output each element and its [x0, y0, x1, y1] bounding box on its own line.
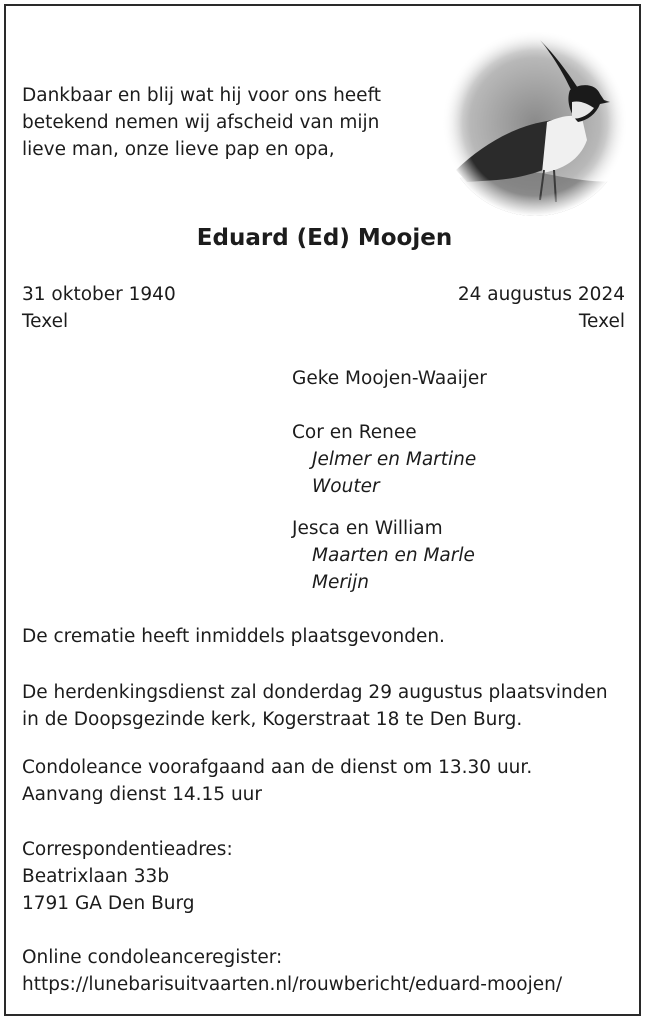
cremation-text: De crematie heeft inmiddels plaatsgevonden. — [22, 626, 445, 647]
memorial-line-1: De herdenkingsdienst zal donderdag 29 augustus plaatsvinden — [22, 682, 608, 703]
birth-date: 31 oktober 1940 — [22, 284, 176, 305]
spouse-name: Geke Moojen-Waaijer — [292, 368, 487, 389]
deceased-name: Eduard (Ed) Moojen — [196, 225, 453, 251]
online-register-url[interactable]: https://lunebarisuitvaarten.nl/rouwbericht/eduard-moojen/ — [22, 974, 563, 995]
condolence-text — [22, 754, 532, 808]
correspondence-city: 1791 GA Den Burg — [22, 893, 195, 914]
birth-info — [22, 281, 176, 335]
child-names: Jesca en William — [292, 518, 443, 539]
birth-place: Texel — [22, 311, 69, 332]
grandchild-names: Wouter — [312, 476, 380, 497]
correspondence-address — [22, 836, 233, 917]
death-info — [458, 281, 625, 335]
grandchild-names: Maarten en Marle — [312, 545, 475, 566]
intro-line-3: lieve man, onze lieve pap en opa, — [22, 139, 335, 160]
family-spouse — [292, 365, 487, 392]
lapwing-bird-photo — [442, 30, 628, 216]
child-names: Cor en Renee — [292, 422, 417, 443]
correspondence-street: Beatrixlaan 33b — [22, 866, 170, 887]
condolence-line-1: Condoleance voorafgaand aan de dienst om 13.30 uur. — [22, 757, 533, 778]
intro-text — [22, 82, 381, 163]
correspondence-label: Correspondentieadres: — [22, 839, 233, 860]
family-group-2 — [292, 515, 475, 596]
condolence-line-2: Aanvang dienst 14.15 uur — [22, 784, 263, 805]
family-group-1 — [292, 419, 476, 500]
memorial-service-text — [22, 679, 608, 733]
online-register — [22, 944, 562, 998]
grandchild-names: Merijn — [312, 572, 369, 593]
intro-line-2: betekend nemen wij afscheid van mijn — [22, 112, 380, 133]
online-register-label: Online condoleanceregister: — [22, 947, 283, 968]
death-place: Texel — [578, 311, 625, 332]
intro-line-1: Dankbaar en blij wat hij voor ons heeft — [22, 85, 382, 106]
memorial-line-2: in de Doopsgezinde kerk, Kogerstraat 18 te Den Burg. — [22, 709, 523, 730]
death-date: 24 augustus 2024 — [457, 284, 625, 305]
grandchild-names: Jelmer en Martine — [312, 449, 477, 470]
